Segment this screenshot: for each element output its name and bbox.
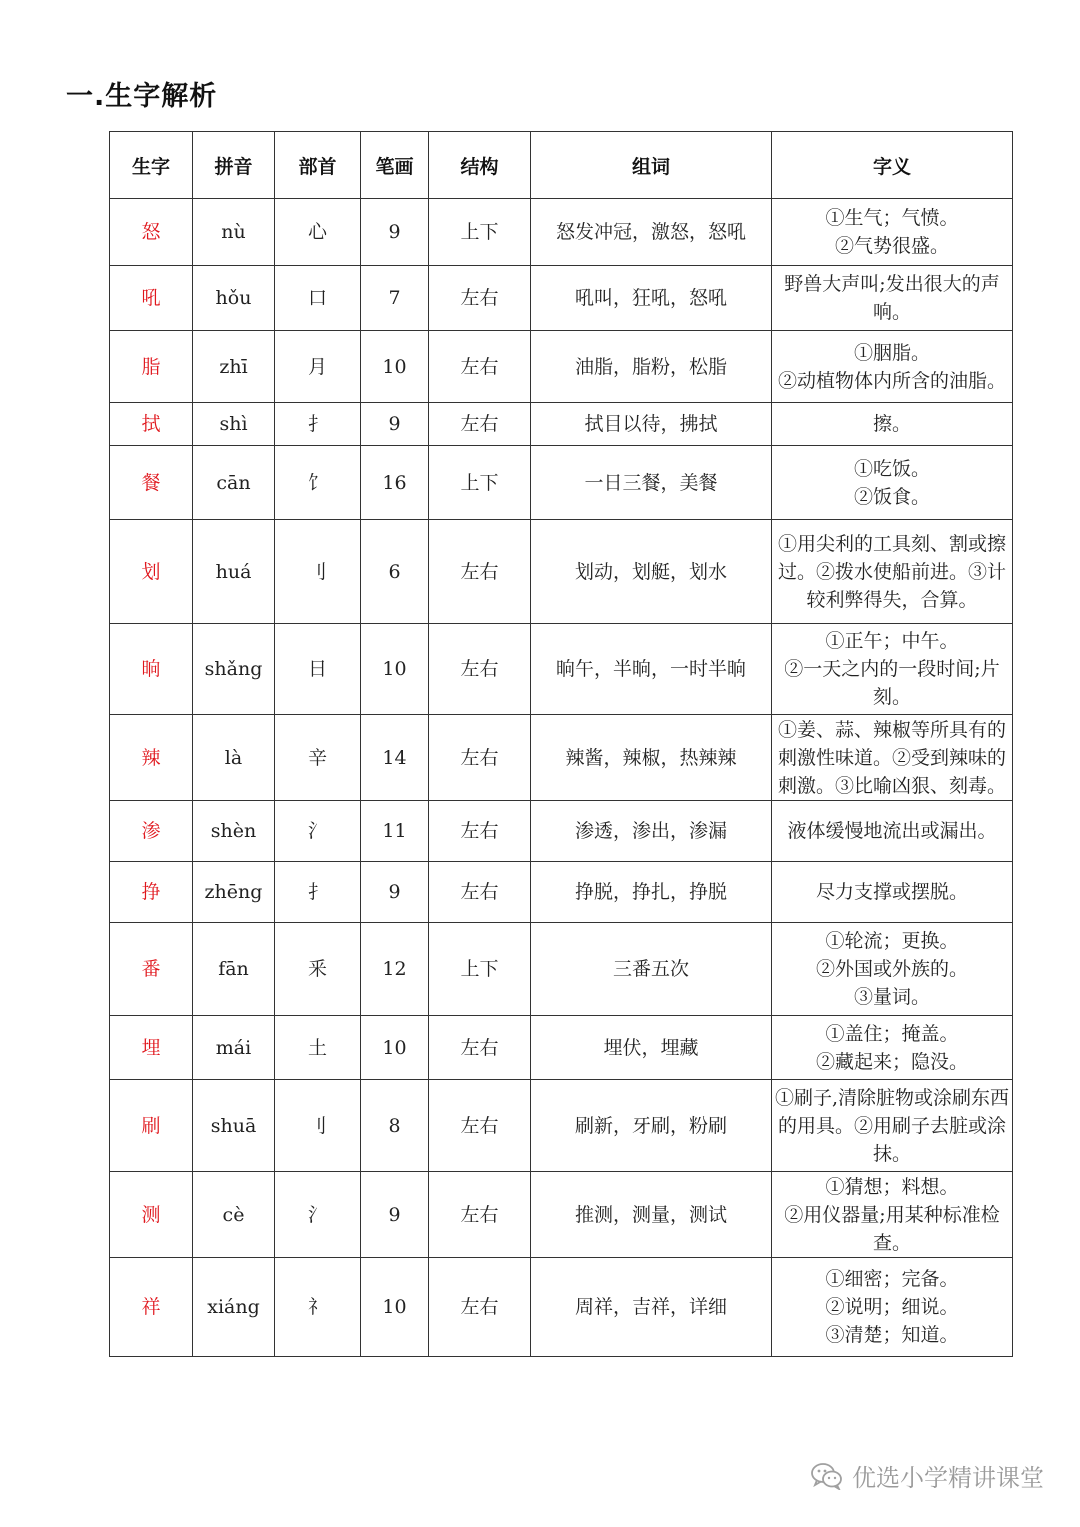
cell-strokes: 9 bbox=[361, 862, 429, 923]
cell-structure: 左右 bbox=[429, 1080, 531, 1172]
cell-char: 番 bbox=[110, 923, 193, 1016]
cell-pinyin: cān bbox=[193, 446, 275, 520]
cell-structure: 左右 bbox=[429, 403, 531, 446]
cell-meaning: 野兽大声叫;发出很大的声响。 bbox=[772, 266, 1013, 331]
cell-meaning: ①生气；气愤。 ②气势很盛。 bbox=[772, 199, 1013, 266]
cell-meaning: ①姜、蒜、辣椒等所具有的刺激性味道。②受到辣味的刺激。③比喻凶狠、刻毒。 bbox=[772, 715, 1013, 801]
cell-pinyin: zhēng bbox=[193, 862, 275, 923]
cell-structure: 上下 bbox=[429, 446, 531, 520]
cell-strokes: 8 bbox=[361, 1080, 429, 1172]
cell-radical: 氵 bbox=[275, 801, 361, 862]
cell-meaning: ①胭脂。 ②动植物体内所含的油脂。 bbox=[772, 331, 1013, 403]
cell-meaning: ①吃饭。 ②饭食。 bbox=[772, 446, 1013, 520]
cell-structure: 上下 bbox=[429, 199, 531, 266]
cell-meaning: 液体缓慢地流出或漏出。 bbox=[772, 801, 1013, 862]
table-row bbox=[110, 331, 1013, 403]
cell-radical: 饣 bbox=[275, 446, 361, 520]
cell-strokes: 9 bbox=[361, 199, 429, 266]
cell-structure: 左右 bbox=[429, 801, 531, 862]
cell-radical: 心 bbox=[275, 199, 361, 266]
cell-radical: 刂 bbox=[275, 1080, 361, 1172]
cell-strokes: 10 bbox=[361, 1258, 429, 1357]
cell-strokes: 10 bbox=[361, 1016, 429, 1080]
cell-strokes: 10 bbox=[361, 331, 429, 403]
cell-words: 推测，测量，测试 bbox=[531, 1172, 772, 1258]
cell-pinyin: shuā bbox=[193, 1080, 275, 1172]
cell-meaning: ①细密；完备。 ②说明；细说。 ③清楚；知道。 bbox=[772, 1258, 1013, 1357]
cell-structure: 左右 bbox=[429, 331, 531, 403]
cell-radical: 土 bbox=[275, 1016, 361, 1080]
cell-radical: 口 bbox=[275, 266, 361, 331]
cell-char: 埋 bbox=[110, 1016, 193, 1080]
cell-words: 埋伏，埋藏 bbox=[531, 1016, 772, 1080]
cell-structure: 左右 bbox=[429, 624, 531, 715]
table-row bbox=[110, 520, 1013, 624]
section-title: 一.生字解析 bbox=[66, 81, 218, 112]
cell-strokes: 7 bbox=[361, 266, 429, 331]
table-row bbox=[110, 199, 1013, 266]
cell-meaning: ①用尖利的工具刻、割或擦过。②拨水使船前进。③计较利弊得失，合算。 bbox=[772, 520, 1013, 624]
table-header-row bbox=[110, 132, 1013, 199]
cell-meaning: 擦。 bbox=[772, 403, 1013, 446]
column-header-words: 组词 bbox=[531, 132, 772, 199]
cell-meaning: ①盖住；掩盖。 ②藏起来；隐没。 bbox=[772, 1016, 1013, 1080]
watermark bbox=[810, 1458, 1044, 1493]
cell-words: 晌午，半晌，一时半晌 bbox=[531, 624, 772, 715]
column-header-structure: 结构 bbox=[429, 132, 531, 199]
cell-radical: 釆 bbox=[275, 923, 361, 1016]
table-row bbox=[110, 624, 1013, 715]
cell-char: 刷 bbox=[110, 1080, 193, 1172]
cell-words: 油脂，脂粉，松脂 bbox=[531, 331, 772, 403]
cell-char: 脂 bbox=[110, 331, 193, 403]
table-row bbox=[110, 446, 1013, 520]
cell-words: 三番五次 bbox=[531, 923, 772, 1016]
table-row bbox=[110, 715, 1013, 801]
column-header-char: 生字 bbox=[110, 132, 193, 199]
table-row bbox=[110, 1016, 1013, 1080]
cell-words: 挣脱，挣扎，挣脱 bbox=[531, 862, 772, 923]
cell-pinyin: shì bbox=[193, 403, 275, 446]
table-row bbox=[110, 1172, 1013, 1258]
cell-meaning: ①正午；中午。 ②一天之内的一段时间;片刻。 bbox=[772, 624, 1013, 715]
cell-words: 一日三餐，美餐 bbox=[531, 446, 772, 520]
cell-strokes: 12 bbox=[361, 923, 429, 1016]
cell-strokes: 9 bbox=[361, 1172, 429, 1258]
cell-char: 拭 bbox=[110, 403, 193, 446]
wechat-icon bbox=[810, 1462, 844, 1490]
character-table bbox=[109, 131, 1013, 1357]
cell-pinyin: shǎng bbox=[193, 624, 275, 715]
cell-strokes: 16 bbox=[361, 446, 429, 520]
cell-meaning: ①刷子,清除脏物或涂刷东西的用具。②用刷子去脏或涂抹。 bbox=[772, 1080, 1013, 1172]
cell-char: 餐 bbox=[110, 446, 193, 520]
cell-pinyin: zhī bbox=[193, 331, 275, 403]
table-row bbox=[110, 403, 1013, 446]
cell-char: 渗 bbox=[110, 801, 193, 862]
column-header-pinyin: 拼音 bbox=[193, 132, 275, 199]
cell-words: 怒发冲冠，激怒，怒吼 bbox=[531, 199, 772, 266]
cell-pinyin: huá bbox=[193, 520, 275, 624]
column-header-strokes: 笔画 bbox=[361, 132, 429, 199]
cell-words: 渗透，渗出，渗漏 bbox=[531, 801, 772, 862]
cell-radical: 辛 bbox=[275, 715, 361, 801]
cell-pinyin: mái bbox=[193, 1016, 275, 1080]
cell-char: 怒 bbox=[110, 199, 193, 266]
table-row bbox=[110, 923, 1013, 1016]
cell-meaning: ①猜想；料想。 ②用仪器量;用某种标准检查。 bbox=[772, 1172, 1013, 1258]
cell-pinyin: nù bbox=[193, 199, 275, 266]
cell-words: 辣酱，辣椒，热辣辣 bbox=[531, 715, 772, 801]
cell-words: 划动，划艇，划水 bbox=[531, 520, 772, 624]
cell-char: 晌 bbox=[110, 624, 193, 715]
watermark-text: 优选小学精讲课堂 bbox=[852, 1464, 1044, 1492]
cell-words: 拭目以待，拂拭 bbox=[531, 403, 772, 446]
cell-char: 辣 bbox=[110, 715, 193, 801]
cell-structure: 左右 bbox=[429, 715, 531, 801]
table-row bbox=[110, 862, 1013, 923]
cell-strokes: 10 bbox=[361, 624, 429, 715]
cell-char: 吼 bbox=[110, 266, 193, 331]
cell-radical: 扌 bbox=[275, 403, 361, 446]
cell-words: 吼叫，狂吼，怒吼 bbox=[531, 266, 772, 331]
table-row bbox=[110, 266, 1013, 331]
cell-char: 祥 bbox=[110, 1258, 193, 1357]
table-row bbox=[110, 801, 1013, 862]
cell-structure: 左右 bbox=[429, 1172, 531, 1258]
cell-pinyin: xiáng bbox=[193, 1258, 275, 1357]
cell-char: 划 bbox=[110, 520, 193, 624]
cell-pinyin: shèn bbox=[193, 801, 275, 862]
cell-structure: 左右 bbox=[429, 520, 531, 624]
cell-words: 刷新，牙刷，粉刷 bbox=[531, 1080, 772, 1172]
cell-structure: 左右 bbox=[429, 862, 531, 923]
cell-radical: 刂 bbox=[275, 520, 361, 624]
cell-structure: 左右 bbox=[429, 1016, 531, 1080]
cell-radical: 氵 bbox=[275, 1172, 361, 1258]
column-header-meaning: 字义 bbox=[772, 132, 1013, 199]
cell-structure: 左右 bbox=[429, 1258, 531, 1357]
cell-radical: 月 bbox=[275, 331, 361, 403]
table-row bbox=[110, 1258, 1013, 1357]
cell-strokes: 11 bbox=[361, 801, 429, 862]
cell-char: 挣 bbox=[110, 862, 193, 923]
cell-pinyin: fān bbox=[193, 923, 275, 1016]
cell-strokes: 9 bbox=[361, 403, 429, 446]
cell-words: 周祥，吉祥，详细 bbox=[531, 1258, 772, 1357]
cell-radical: 礻 bbox=[275, 1258, 361, 1357]
column-header-radical: 部首 bbox=[275, 132, 361, 199]
cell-radical: 扌 bbox=[275, 862, 361, 923]
cell-structure: 左右 bbox=[429, 266, 531, 331]
cell-pinyin: cè bbox=[193, 1172, 275, 1258]
cell-meaning: 尽力支撑或摆脱。 bbox=[772, 862, 1013, 923]
cell-radical: 日 bbox=[275, 624, 361, 715]
table-row bbox=[110, 1080, 1013, 1172]
cell-pinyin: là bbox=[193, 715, 275, 801]
cell-meaning: ①轮流；更换。 ②外国或外族的。 ③量词。 bbox=[772, 923, 1013, 1016]
cell-structure: 上下 bbox=[429, 923, 531, 1016]
cell-char: 测 bbox=[110, 1172, 193, 1258]
cell-strokes: 6 bbox=[361, 520, 429, 624]
cell-pinyin: hǒu bbox=[193, 266, 275, 331]
cell-strokes: 14 bbox=[361, 715, 429, 801]
